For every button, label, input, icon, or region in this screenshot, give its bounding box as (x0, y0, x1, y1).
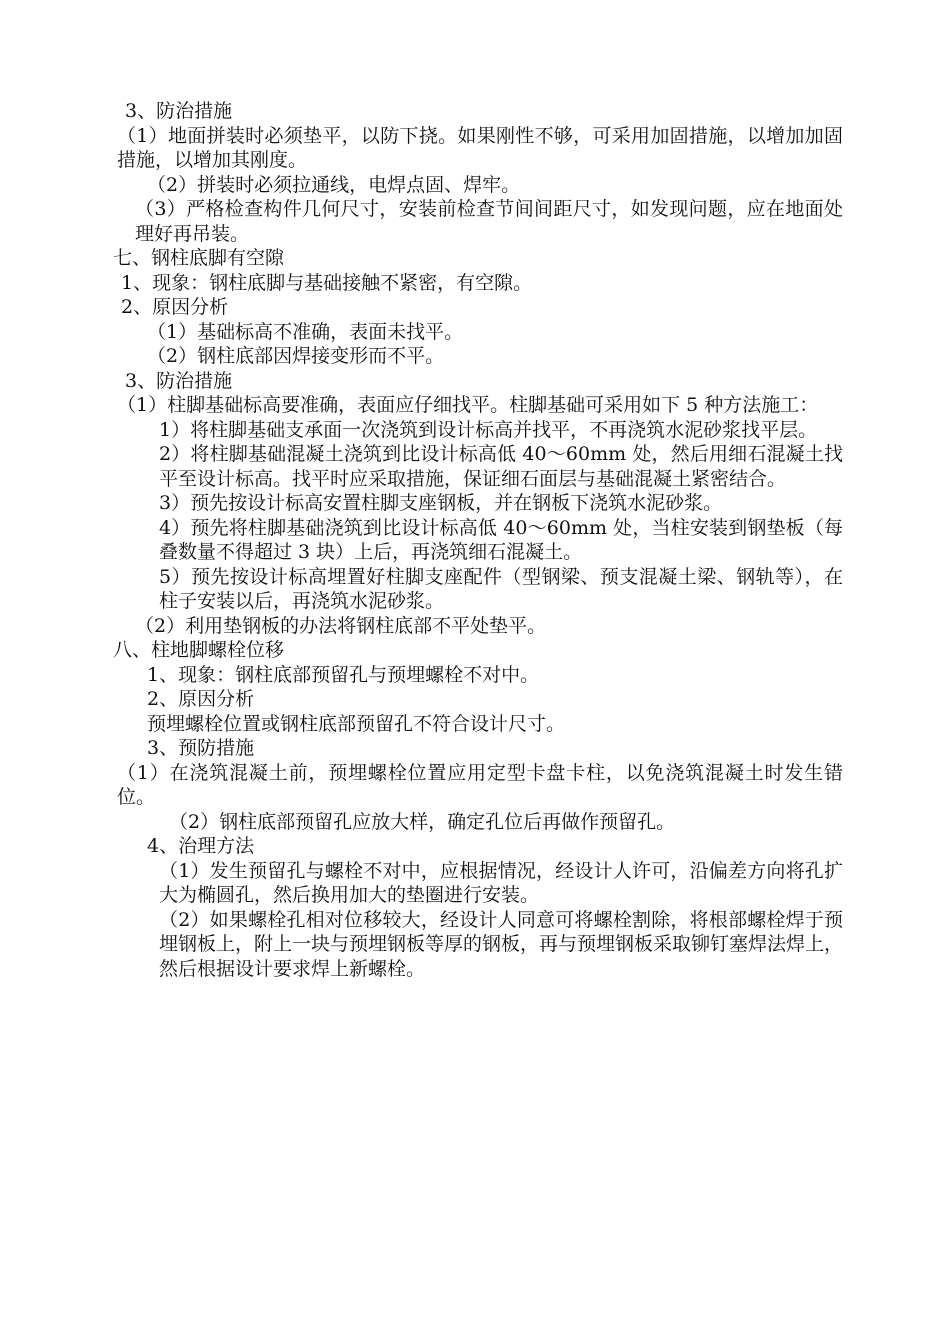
paragraph-line: 1、现象：钢柱底部预留孔与预埋螺栓不对中。 (147, 663, 540, 686)
paragraph-line: 2、原因分析 (147, 688, 255, 710)
paragraph-line: 2、原因分析 (121, 296, 229, 318)
paragraph-line: （2）利用垫钢板的办法将钢柱底部不平处垫平。 (135, 614, 547, 637)
paragraph-line: 2）将柱脚基础混凝土浇筑到比设计标高低 40～60mm 处，然后用细石混凝土找平至设计标高。找平时应采取措施，保证细石面层与基础混凝土紧密结合。 (159, 443, 843, 490)
paragraph-line: （2）钢柱底部预留孔应放大样，确定孔位后再做作预留孔。 (169, 810, 676, 833)
paragraph-line: （2）拼装时必须拉通线，电焊点固、焊牢。 (147, 173, 521, 196)
paragraph-line: （2）钢柱底部因焊接变形而不平。 (147, 345, 445, 367)
paragraph-line: 七、钢柱底脚有空隙 (113, 247, 285, 269)
paragraph-line: 3）预先按设计标高安置柱脚支座钢板，并在钢板下浇筑水泥砂浆。 (159, 492, 723, 514)
paragraph-line: 3、预防措施 (147, 737, 255, 759)
paragraph-line: （2）如果螺栓孔相对位移较大，经设计人同意可将螺栓割除，将根部螺栓焊于预埋钢板上，附上一块与预埋钢板等厚的钢板，再与预埋钢板采取铆钉塞焊法焊上，然后根据设计要求焊上新螺栓。 (159, 908, 844, 980)
paragraph-line: （1）基础标高不准确，表面未找平。 (147, 320, 464, 343)
paragraph-line: 八、柱地脚螺栓位移 (113, 639, 285, 661)
paragraph-line: 3、防治措施 (125, 100, 233, 122)
paragraph-line: （3）严格检查构件几何尺寸，安装前检查节间间距尺寸，如发现问题，应在地面处理好再吊装。 (135, 198, 843, 245)
paragraph-line: 4、治理方法 (147, 835, 255, 857)
paragraph-line: （1）在浇筑混凝土前，预埋螺栓位置应用定型卡盘卡柱，以免浇筑混凝土时发生错位。 (117, 761, 843, 808)
paragraph-line: 3、防治措施 (125, 369, 233, 392)
paragraph-line: 5）预先按设计标高埋置好柱脚支座配件（型钢梁、预支混凝土梁、钢轨等），在柱子安装以后，再浇筑水泥砂浆。 (159, 565, 843, 612)
paragraph-line: 预埋螺栓位置或钢柱底部预留孔不符合设计尺寸。 (147, 712, 566, 735)
paragraph-line: 1）将柱脚基础支承面一次浇筑到设计标高并找平，不再浇筑水泥砂浆找平层。 (159, 418, 818, 441)
paragraph-line: 4）预先将柱脚基础浇筑到比设计标高低 40～60mm 处，当柱安装到钢垫板（每叠数量不得超过 3 块）上后，再浇筑细石混凝土。 (159, 516, 843, 563)
paragraph-line: （1）地面拼装时必须垫平，以防下挠。如果刚性不够，可采用加固措施，以增加加固措施，以增加其刚度。 (117, 124, 843, 171)
paragraph-line: 1、现象：钢柱底脚与基础接触不紧密，有空隙。 (121, 271, 533, 294)
paragraph-line: （1）发生预留孔与螺栓不对中，应根据情况，经设计人许可，沿偏差方向将孔扩大为椭圆孔，然后换用加大的垫圈进行安装。 (159, 859, 843, 906)
paragraph-line: （1）柱脚基础标高要准确，表面应仔细找平。柱脚基础可采用如下 5 种方法施工： (117, 394, 819, 416)
document-body (113, 99, 843, 981)
